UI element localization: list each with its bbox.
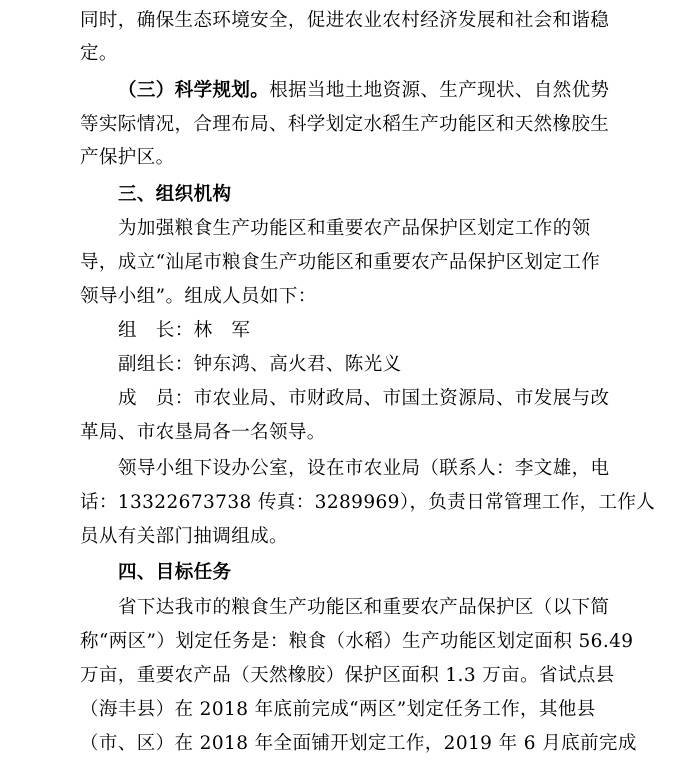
paragraph-line: 万亩，重要农产品（天然橡胶）保护区面积 1.3 万亩。省试点县 xyxy=(80,665,615,686)
member-row-leader xyxy=(118,316,250,346)
paragraph-line: 等实际情况，合理布局、科学划定水稻生产功能区和天然橡胶生 xyxy=(80,114,610,135)
paragraph-line: 省下达我市的粮食生产功能区和重要农产品保护区（以下简 xyxy=(118,597,610,618)
member-row-members xyxy=(118,384,609,414)
paragraph-line: 定。 xyxy=(80,43,118,64)
member-label: 组 长： xyxy=(118,320,194,341)
member-row-deputy xyxy=(118,350,402,380)
member-names: 钟东鸿、高火君、陈光义 xyxy=(193,354,402,375)
paragraph-line: 产保护区。 xyxy=(80,147,175,168)
paragraph-line: 革局、市农垦局各一名领导。 xyxy=(80,422,326,443)
member-label: 副组长： xyxy=(118,354,194,375)
paragraph-line: 领导小组下设办公室，设在市农业局（联系人：李文雄，电 xyxy=(118,458,610,479)
paragraph-line: 话：13322673738 传真：3289969），负责日常管理工作，工作人 xyxy=(80,492,656,513)
paragraph-line: 称“两区”）划定任务是：粮食（水稻）生产功能区划定面积 56.49 xyxy=(80,631,634,652)
section-heading: 三、组织机构 xyxy=(118,184,232,205)
paragraph-line: （市、区）在 2018 年全面铺开划定工作，2019 年 6 月底前完成 xyxy=(80,733,637,754)
paragraph-text: 根据当地土地资源、生产现状、自然优势 xyxy=(269,80,610,101)
paragraph-line: （海丰县）在 2018 年底前完成“两区”划定任务工作，其他县 xyxy=(80,699,596,720)
paragraph-line: 导，成立“汕尾市粮食生产功能区和重要农产品保护区划定工作 xyxy=(80,252,601,273)
member-names: 市农业局、市财政局、市国土资源局、市发展与改 xyxy=(193,388,610,409)
section-heading: 四、目标任务 xyxy=(118,562,232,583)
paragraph-line: 领导小组”。组成人员如下： xyxy=(80,286,317,307)
section-heading-line xyxy=(118,76,609,106)
member-label: 成 员： xyxy=(118,388,194,409)
subsection-heading: （三）科学规划。 xyxy=(118,80,270,101)
paragraph-line: 员从有关部门抽调组成。 xyxy=(80,526,288,547)
paragraph-line: 同时，确保生态环境安全，促进农业农村经济发展和社会和谐稳 xyxy=(80,10,610,31)
member-names: 林 军 xyxy=(193,320,251,341)
paragraph-line: 为加强粮食生产功能区和重要农产品保护区划定工作的领 xyxy=(118,218,591,239)
